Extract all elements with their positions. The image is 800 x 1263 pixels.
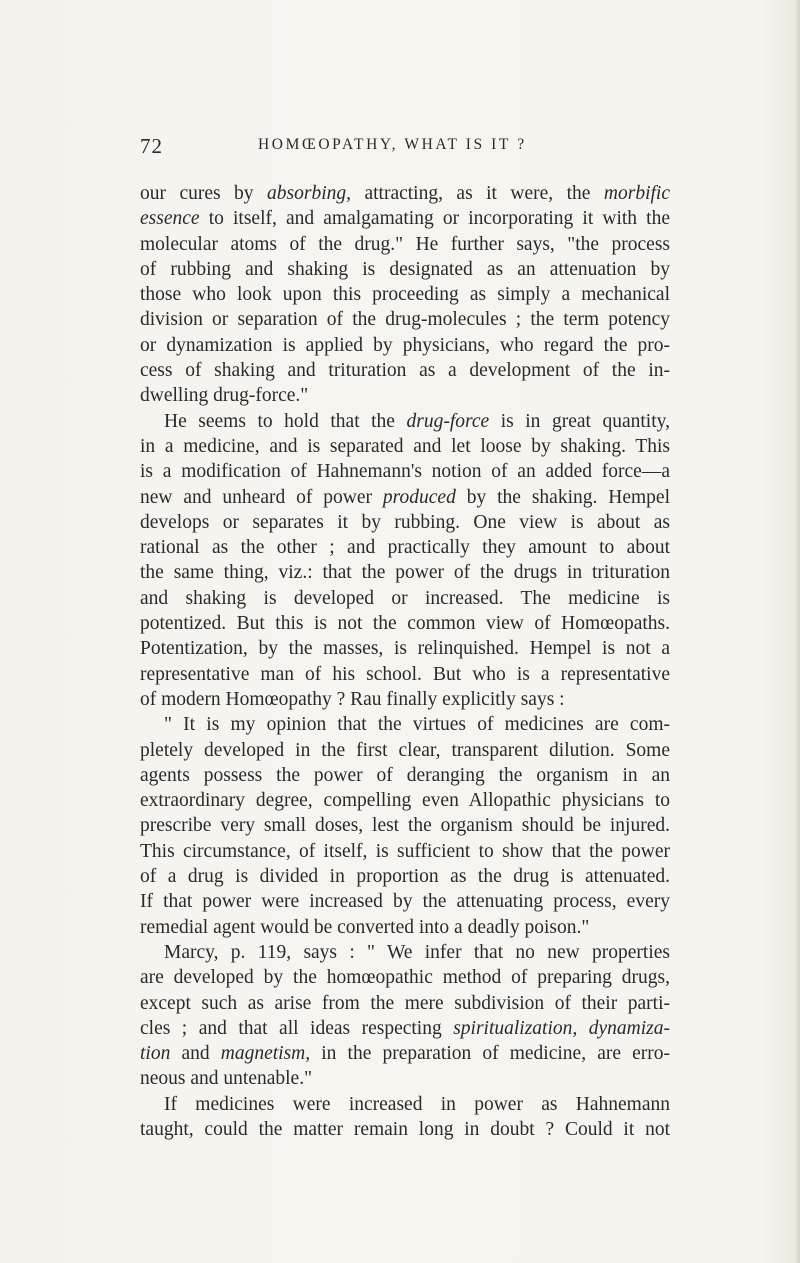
text-run: new and unheard of power bbox=[140, 486, 383, 508]
text-run: or dynamization is applied by physicians, who regard the pro- bbox=[140, 334, 670, 356]
text-line bbox=[140, 560, 670, 585]
text-run: dwelling drug-force." bbox=[140, 385, 309, 407]
text-run: develops or separates it by rubbing. One view is about as bbox=[140, 511, 670, 533]
text-run: attracting, as it were, the bbox=[351, 183, 604, 204]
text-line bbox=[140, 459, 670, 484]
text-line bbox=[140, 889, 670, 914]
text-run: is in great quantity, bbox=[489, 410, 670, 432]
text-line bbox=[140, 333, 670, 358]
text-line bbox=[140, 915, 670, 940]
italic-text: tion bbox=[140, 1043, 171, 1065]
page-edge-shadow bbox=[794, 0, 800, 1263]
italic-text: essence bbox=[140, 208, 200, 230]
text-run: our cures by bbox=[140, 183, 268, 204]
text-run: agents possess the power of deranging the organism in an bbox=[140, 764, 670, 786]
text-run: of modern Homœopathy ? Rau finally explicitly says : bbox=[140, 688, 565, 710]
text-run: remedial agent would be converted into a deadly poison." bbox=[140, 916, 590, 938]
text-line bbox=[140, 1066, 670, 1091]
italic-text: morbific bbox=[603, 183, 671, 204]
text-line bbox=[140, 611, 670, 636]
text-run: pletely developed in the first clear, transparent dilution. Some bbox=[140, 739, 670, 761]
page-header bbox=[0, 134, 800, 160]
text-run: and bbox=[170, 1043, 221, 1065]
text-run: those who look upon this proceeding as simply a mechanical bbox=[140, 284, 670, 306]
text-line bbox=[140, 1016, 670, 1041]
text-line bbox=[140, 1092, 670, 1117]
running-title: HOMŒOPATHY, WHAT IS IT ? bbox=[258, 136, 527, 153]
text-run: representative man of his school. But who is a representative bbox=[140, 663, 670, 685]
text-line bbox=[140, 1117, 670, 1142]
text-line bbox=[140, 307, 670, 332]
text-run: by the shaking. Hempel bbox=[455, 486, 671, 508]
text-run: except such as arise from the mere subdivision of their parti- bbox=[140, 992, 670, 1014]
text-line bbox=[140, 383, 670, 408]
body-text bbox=[140, 181, 670, 1142]
text-line bbox=[140, 1041, 670, 1066]
text-run: of a drug is divided in proportion as the drug is attenuated. bbox=[140, 866, 670, 888]
text-line bbox=[140, 687, 670, 712]
text-run: If that power were increased by the attenuating process, every bbox=[140, 891, 670, 913]
italic-text: spiritualization, dynamiza- bbox=[453, 1017, 670, 1039]
text-line bbox=[140, 712, 670, 737]
text-line bbox=[140, 257, 670, 282]
text-line bbox=[140, 586, 670, 611]
text-line bbox=[140, 409, 670, 434]
text-run: the same thing, viz.: that the power of the drugs in trituration bbox=[140, 562, 670, 584]
text-line bbox=[140, 282, 670, 307]
text-run: Marcy, p. 119, says : " We infer that no new properties bbox=[164, 941, 670, 963]
text-run: neous and untenable." bbox=[140, 1068, 313, 1090]
text-run: is a modification of Hahnemann's notion of an added force—a bbox=[140, 461, 670, 483]
text-run: cess of shaking and trituration as a development of the in- bbox=[140, 360, 670, 382]
italic-text: produced bbox=[382, 486, 456, 508]
text-line bbox=[140, 181, 670, 206]
text-run: Potentization, by the masses, is relinquished. Hempel is not a bbox=[140, 638, 670, 660]
text-run: and shaking is developed or increased. The medicine is bbox=[140, 587, 670, 609]
text-run: prescribe very small doses, lest the organism should be injured. bbox=[140, 815, 670, 837]
text-line bbox=[140, 965, 670, 990]
italic-text: absorbing, bbox=[267, 183, 351, 204]
text-line bbox=[140, 662, 670, 687]
text-run: division or separation of the drug-molecules ; the term potency bbox=[140, 309, 670, 331]
text-run: If medicines were increased in power as Hahnemann bbox=[164, 1093, 670, 1115]
text-run: potentized. But this is not the common view of Homœopaths. bbox=[140, 613, 670, 635]
text-run: in the preparation of medicine, are erro- bbox=[310, 1043, 671, 1065]
text-line bbox=[140, 839, 670, 864]
text-run: He seems to hold that the bbox=[164, 410, 407, 432]
italic-text: magnetism, bbox=[220, 1043, 311, 1065]
italic-text: drug-force bbox=[406, 410, 490, 432]
text-run: in a medicine, and is separated and let loose by shaking. This bbox=[140, 435, 670, 457]
text-line bbox=[140, 510, 670, 535]
text-run: " It is my opinion that the virtues of medicines are com- bbox=[164, 714, 670, 736]
text-line bbox=[140, 788, 670, 813]
text-run: rational as the other ; and practically they amount to about bbox=[140, 537, 670, 559]
text-line bbox=[140, 358, 670, 383]
text-line bbox=[140, 485, 670, 510]
text-line bbox=[140, 206, 670, 231]
text-run: of rubbing and shaking is designated as an attenuation by bbox=[140, 258, 670, 280]
page-number: 72 bbox=[140, 134, 163, 158]
text-line bbox=[140, 813, 670, 838]
text-line bbox=[140, 991, 670, 1016]
text-run: extraordinary degree, compelling even Allopathic physicians to bbox=[140, 790, 670, 812]
text-run: taught, could the matter remain long in doubt ? Could it not bbox=[140, 1118, 670, 1140]
text-run: cles ; and that all ideas respecting bbox=[140, 1017, 454, 1039]
text-line bbox=[140, 738, 670, 763]
text-line bbox=[140, 636, 670, 661]
text-run: to itself, and amalgamating or incorporating it with the bbox=[199, 208, 670, 230]
text-line bbox=[140, 763, 670, 788]
text-line bbox=[140, 434, 670, 459]
text-line bbox=[140, 940, 670, 965]
text-run: molecular atoms of the drug." He further says, "the process bbox=[140, 233, 670, 255]
text-line bbox=[140, 535, 670, 560]
text-run: are developed by the homœopathic method of preparing drugs, bbox=[140, 967, 670, 989]
text-line bbox=[140, 232, 670, 257]
text-line bbox=[140, 864, 670, 889]
text-run: This circumstance, of itself, is sufficient to show that the power bbox=[140, 840, 670, 862]
